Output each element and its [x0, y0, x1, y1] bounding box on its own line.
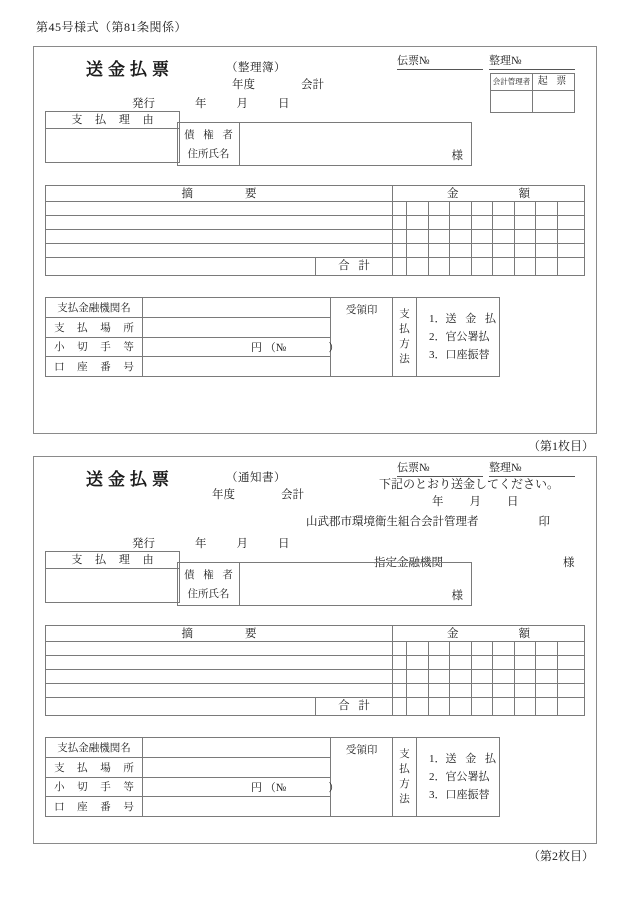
- creditor-labels: [178, 123, 240, 165]
- payment-option-2[interactable]: [429, 768, 499, 786]
- creditor-honorific: 様: [451, 590, 463, 602]
- digit-cell[interactable]: [493, 258, 515, 275]
- payment-reason-label: 支 払 理 由: [46, 552, 179, 569]
- payment-method-options[interactable]: [417, 298, 499, 376]
- cell-total-digits[interactable]: [393, 698, 584, 715]
- digit-cell[interactable]: [493, 656, 515, 669]
- account-number-label: 口 座 番 号: [46, 357, 143, 376]
- creditor-value-field[interactable]: [240, 563, 471, 605]
- account-number-row[interactable]: [46, 797, 330, 816]
- account-label: 会計: [301, 79, 324, 91]
- check-etc-field[interactable]: [143, 778, 340, 797]
- form2-bank-payment-box: [45, 737, 500, 817]
- organization-name: 山武郡市環境衛生組合会計管理者: [306, 516, 479, 528]
- payment-option-1[interactable]: [429, 750, 499, 768]
- fiscal-year-label: 年度: [212, 489, 235, 501]
- digit-cell[interactable]: [536, 684, 558, 697]
- digit-cell[interactable]: [407, 684, 429, 697]
- digit-cell[interactable]: [558, 698, 580, 715]
- digit-cell[interactable]: [407, 230, 429, 243]
- cell-amount-digits[interactable]: [393, 244, 584, 257]
- seal-mark: 印: [538, 516, 550, 528]
- digit-cell[interactable]: [429, 230, 451, 243]
- digit-cell[interactable]: [493, 698, 515, 715]
- pm-char-2: 払: [399, 323, 410, 335]
- pm-char-1: 支: [399, 748, 410, 760]
- stamp-area-drafting[interactable]: [533, 91, 574, 112]
- digit-cell[interactable]: [429, 244, 451, 257]
- page-title: 第45号様式（第81条関係）: [36, 20, 188, 34]
- digit-cell[interactable]: [407, 216, 429, 229]
- pm-char-4: 法: [399, 354, 410, 366]
- yen-no-label: 円 （№: [251, 781, 287, 794]
- digit-cell[interactable]: [429, 202, 451, 215]
- creditor-labels: [178, 563, 240, 605]
- amount-char-1: 金: [447, 188, 459, 200]
- account-label: 会計: [281, 489, 304, 501]
- payment-place-label: 支 払 場 所: [46, 758, 143, 777]
- form2-issue-line: [132, 535, 290, 551]
- digit-cell[interactable]: [515, 670, 537, 683]
- table-row[interactable]: [46, 216, 584, 230]
- table-row[interactable]: [46, 642, 584, 656]
- column-header-amount: [393, 626, 584, 641]
- digit-cell[interactable]: [493, 642, 515, 655]
- form2-amount-table: [45, 625, 585, 716]
- check-etc-label: 小 切 手 等: [46, 338, 143, 357]
- cell-description[interactable]: [46, 670, 393, 683]
- option-3-text: 口座振替: [445, 789, 490, 802]
- payment-option-3[interactable]: [429, 346, 499, 364]
- digit-cell[interactable]: [536, 202, 558, 215]
- digit-cell[interactable]: [536, 244, 558, 257]
- payment-place-row[interactable]: [46, 758, 330, 778]
- month-label: 月: [236, 538, 248, 550]
- table-header-row: [46, 626, 584, 642]
- digit-cell[interactable]: [407, 202, 429, 215]
- form2-slip-no[interactable]: 伝票№: [397, 459, 483, 477]
- digit-cell[interactable]: [536, 642, 558, 655]
- payment-place-row[interactable]: [46, 318, 330, 338]
- digit-cell[interactable]: [536, 258, 558, 275]
- option-1-number: 1．: [429, 752, 446, 765]
- digit-cell[interactable]: [429, 258, 451, 275]
- pm-char-2: 払: [399, 763, 410, 775]
- cell-total-digits[interactable]: [393, 258, 584, 275]
- digit-cell[interactable]: [493, 202, 515, 215]
- payment-method-label: [393, 298, 417, 376]
- digit-cell[interactable]: [450, 656, 472, 669]
- digit-cell[interactable]: [407, 258, 429, 275]
- digit-cell[interactable]: [407, 244, 429, 257]
- pm-char-3: 方: [399, 779, 410, 790]
- option-1-text: 送 金 払: [445, 752, 499, 765]
- cell-description[interactable]: [46, 202, 393, 215]
- creditor-address-name-label: 住所氏名: [187, 149, 230, 160]
- table-row[interactable]: [46, 202, 584, 216]
- digit-cell[interactable]: [536, 216, 558, 229]
- total-left: [46, 258, 393, 275]
- account-number-field[interactable]: [143, 357, 330, 376]
- payment-reason-label: 支 払 理 由: [46, 112, 179, 129]
- digit-cell[interactable]: [472, 656, 494, 669]
- description-char-2: 要: [245, 628, 257, 640]
- bank-name-label: 支払金融機関名: [46, 298, 143, 317]
- digit-cell[interactable]: [450, 258, 472, 275]
- cell-amount-digits[interactable]: [393, 684, 584, 697]
- cell-amount-digits[interactable]: [393, 202, 584, 215]
- form1-payment-reason-box[interactable]: [45, 111, 180, 163]
- table-row[interactable]: [46, 684, 584, 698]
- digit-cell[interactable]: [472, 698, 494, 715]
- remittance-form-ledger: [33, 46, 597, 434]
- form1-creditor-box[interactable]: [177, 122, 472, 166]
- creditor-address-name-label: 住所氏名: [187, 589, 230, 600]
- column-header-description: [46, 626, 393, 641]
- digit-cell[interactable]: [393, 698, 407, 715]
- digit-cell[interactable]: [429, 216, 451, 229]
- digit-cell[interactable]: [407, 670, 429, 683]
- description-char-2: 要: [245, 188, 257, 200]
- digit-cell[interactable]: [393, 656, 407, 669]
- form2-creditor-box[interactable]: [177, 562, 472, 606]
- digit-cell[interactable]: [515, 202, 537, 215]
- digit-cell[interactable]: [472, 258, 494, 275]
- form1-subtitle: （整理簿）: [226, 62, 286, 74]
- column-header-description: [46, 186, 393, 201]
- digit-cell[interactable]: [393, 670, 407, 683]
- digit-cell[interactable]: [536, 656, 558, 669]
- cell-amount-digits[interactable]: [393, 216, 584, 229]
- check-etc-field[interactable]: [143, 338, 340, 357]
- payment-option-3[interactable]: [429, 786, 499, 804]
- stamp-col-accounting-manager[interactable]: [491, 74, 533, 112]
- digit-cell[interactable]: [393, 258, 407, 275]
- option-2-text: 官公署払: [445, 770, 490, 783]
- digit-cell[interactable]: [429, 656, 451, 669]
- digit-cell[interactable]: [536, 698, 558, 715]
- payment-place-label: 支 払 場 所: [46, 318, 143, 337]
- pm-char-3: 方: [399, 339, 410, 350]
- form2-control-no[interactable]: 整理№: [489, 459, 575, 477]
- description-char-1: 摘: [181, 628, 193, 640]
- option-2-text: 官公署払: [445, 330, 490, 343]
- pm-char-1: 支: [399, 308, 410, 320]
- pm-char-4: 法: [399, 794, 410, 806]
- digit-cell[interactable]: [472, 684, 494, 697]
- amount-char-2: 額: [518, 628, 530, 640]
- form1-fiscal-account-line: [232, 76, 324, 92]
- cell-description[interactable]: [46, 684, 393, 697]
- cell-description[interactable]: [46, 216, 393, 229]
- digit-cell[interactable]: [558, 202, 580, 215]
- stamp-col-drafting[interactable]: [533, 74, 574, 112]
- issue-label: 発行: [132, 98, 155, 110]
- column-header-amount: [393, 186, 584, 201]
- digit-cell[interactable]: [450, 230, 472, 243]
- form2-fiscal-account-line: [212, 486, 304, 502]
- check-row[interactable]: [46, 778, 340, 798]
- form1-header: [34, 47, 596, 115]
- digit-cell[interactable]: [393, 202, 407, 215]
- digit-cell[interactable]: [472, 670, 494, 683]
- account-number-row[interactable]: [46, 357, 330, 376]
- digit-cell[interactable]: [515, 216, 537, 229]
- digit-cell[interactable]: [450, 202, 472, 215]
- option-2-number: 2．: [429, 330, 446, 343]
- bank-name-field[interactable]: [143, 298, 330, 317]
- bank-fields: [46, 738, 340, 816]
- digit-cell[interactable]: [450, 670, 472, 683]
- form1-slip-no[interactable]: 伝票№: [397, 52, 483, 70]
- form2-title: 送金払票: [86, 470, 174, 489]
- digit-cell[interactable]: [393, 216, 407, 229]
- table-total-row[interactable]: [46, 698, 584, 715]
- stamp-area-accounting-manager[interactable]: [491, 91, 532, 112]
- cell-description[interactable]: [46, 656, 393, 669]
- form1-approval-stamp-box[interactable]: [490, 73, 575, 113]
- option-2-number: 2．: [429, 770, 446, 783]
- designated-bank-honorific: 様: [563, 557, 575, 569]
- digit-cell[interactable]: [393, 684, 407, 697]
- day-label: 日: [507, 496, 519, 508]
- digit-cell[interactable]: [515, 244, 537, 257]
- digit-cell[interactable]: [558, 216, 580, 229]
- digit-cell[interactable]: [515, 642, 537, 655]
- cell-amount-digits[interactable]: [393, 656, 584, 669]
- remittance-form-notice: [33, 456, 597, 844]
- form2-subtitle: （通知書）: [226, 472, 286, 484]
- total-spacer: [46, 698, 316, 715]
- digit-cell[interactable]: [493, 670, 515, 683]
- option-3-text: 口座振替: [445, 349, 490, 362]
- bank-name-row[interactable]: [46, 298, 330, 318]
- description-char-1: 摘: [181, 188, 193, 200]
- check-row[interactable]: [46, 338, 340, 358]
- option-3-number: 3．: [429, 789, 446, 802]
- form1-title: 送金払票: [86, 60, 174, 79]
- cell-amount-digits[interactable]: [393, 230, 584, 243]
- total-label: 合 計: [338, 700, 373, 712]
- cell-description[interactable]: [46, 244, 393, 257]
- amount-char-2: 額: [518, 188, 530, 200]
- year-label: 年: [195, 538, 207, 550]
- payment-option-1[interactable]: [429, 310, 499, 328]
- digit-cell[interactable]: [450, 684, 472, 697]
- total-label: 合 計: [338, 260, 373, 272]
- creditor-label: 債 権 者: [184, 130, 236, 141]
- designated-bank-label: 指定金融機関: [374, 557, 443, 569]
- form2-date-line: [432, 493, 519, 509]
- issue-label: 発行: [132, 538, 155, 550]
- receipt-seal-label: 受領印: [345, 745, 378, 756]
- table-total-row[interactable]: [46, 258, 584, 275]
- creditor-label: 債 権 者: [184, 570, 236, 581]
- year-label: 年: [195, 98, 207, 110]
- bank-name-row[interactable]: [46, 738, 330, 758]
- digit-cell[interactable]: [429, 698, 451, 715]
- year-label: 年: [432, 496, 444, 508]
- form2-organization-line: [306, 513, 550, 529]
- digit-cell[interactable]: [472, 216, 494, 229]
- day-label: 日: [278, 98, 290, 110]
- digit-cell[interactable]: [493, 230, 515, 243]
- digit-cell[interactable]: [558, 670, 580, 683]
- digit-cell[interactable]: [393, 230, 407, 243]
- digit-cell[interactable]: [429, 642, 451, 655]
- digit-cell[interactable]: [515, 656, 537, 669]
- stamp-label-accounting-manager: 会計管理者: [491, 74, 532, 91]
- digit-cell[interactable]: [472, 202, 494, 215]
- digit-cell[interactable]: [472, 244, 494, 257]
- digit-cell[interactable]: [536, 670, 558, 683]
- payment-method-options[interactable]: [417, 738, 499, 816]
- form1-amount-table: [45, 185, 585, 276]
- payment-method-label: [393, 738, 417, 816]
- digit-cell[interactable]: [515, 684, 537, 697]
- sheet-label-2: （第2枚目）: [527, 849, 594, 863]
- form2-payment-reason-box[interactable]: [45, 551, 180, 603]
- total-spacer: [46, 258, 316, 275]
- digit-cell[interactable]: [558, 258, 580, 275]
- creditor-honorific: 様: [451, 150, 463, 162]
- digit-cell[interactable]: [393, 244, 407, 257]
- digit-cell[interactable]: [558, 230, 580, 243]
- table-row[interactable]: [46, 244, 584, 258]
- digit-cell[interactable]: [558, 656, 580, 669]
- digit-cell[interactable]: [558, 244, 580, 257]
- digit-cell[interactable]: [472, 642, 494, 655]
- amount-char-1: 金: [447, 628, 459, 640]
- digit-cell[interactable]: [558, 684, 580, 697]
- day-label: 日: [278, 538, 290, 550]
- paren-close: ）: [328, 341, 340, 354]
- digit-cell[interactable]: [493, 244, 515, 257]
- account-number-field[interactable]: [143, 797, 330, 816]
- digit-cell[interactable]: [493, 684, 515, 697]
- digit-cell[interactable]: [393, 642, 407, 655]
- payment-place-field[interactable]: [143, 758, 330, 777]
- option-1-text: 送 金 払: [445, 312, 499, 325]
- digit-cell[interactable]: [493, 216, 515, 229]
- payment-place-field[interactable]: [143, 318, 330, 337]
- digit-cell[interactable]: [450, 244, 472, 257]
- yen-no-label: 円 （№: [251, 341, 287, 354]
- bank-name-field[interactable]: [143, 738, 330, 757]
- table-row[interactable]: [46, 230, 584, 244]
- total-left: [46, 698, 393, 715]
- digit-cell[interactable]: [536, 230, 558, 243]
- receipt-seal-box[interactable]: [331, 738, 393, 816]
- creditor-value-field[interactable]: [240, 123, 471, 165]
- option-1-number: 1．: [429, 312, 446, 325]
- fiscal-year-label: 年度: [232, 79, 255, 91]
- sheet-label-1: （第1枚目）: [527, 439, 594, 453]
- digit-cell[interactable]: [515, 258, 537, 275]
- digit-cell[interactable]: [450, 642, 472, 655]
- digit-cell[interactable]: [407, 642, 429, 655]
- receipt-seal-label: 受領印: [345, 305, 378, 316]
- cell-description[interactable]: [46, 642, 393, 655]
- paren-close: ）: [328, 781, 340, 794]
- table-header-row: [46, 186, 584, 202]
- cell-amount-digits[interactable]: [393, 670, 584, 683]
- option-3-number: 3．: [429, 349, 446, 362]
- month-label: 月: [469, 496, 481, 508]
- table-row[interactable]: [46, 670, 584, 684]
- form1-bank-payment-box: [45, 297, 500, 377]
- table-row[interactable]: [46, 656, 584, 670]
- digit-cell[interactable]: [450, 698, 472, 715]
- bank-fields: [46, 298, 340, 376]
- cell-description[interactable]: [46, 230, 393, 243]
- check-etc-label: 小 切 手 等: [46, 778, 143, 797]
- form1-issue-line: [132, 95, 290, 111]
- form2-notice-text: 下記のとおり送金してください。: [379, 477, 560, 491]
- digit-cell[interactable]: [472, 230, 494, 243]
- digit-cell[interactable]: [450, 216, 472, 229]
- receipt-seal-box[interactable]: [331, 298, 393, 376]
- form1-control-no[interactable]: 整理№: [489, 52, 575, 70]
- digit-cell[interactable]: [407, 656, 429, 669]
- digit-cell[interactable]: [429, 670, 451, 683]
- payment-option-2[interactable]: [429, 328, 499, 346]
- month-label: 月: [236, 98, 248, 110]
- digit-cell[interactable]: [515, 698, 537, 715]
- digit-cell[interactable]: [429, 684, 451, 697]
- digit-cell[interactable]: [515, 230, 537, 243]
- account-number-label: 口 座 番 号: [46, 797, 143, 816]
- bank-name-label: 支払金融機関名: [46, 738, 143, 757]
- digit-cell[interactable]: [558, 642, 580, 655]
- cell-amount-digits[interactable]: [393, 642, 584, 655]
- stamp-label-drafting: 起 票: [533, 74, 574, 91]
- digit-cell[interactable]: [407, 698, 429, 715]
